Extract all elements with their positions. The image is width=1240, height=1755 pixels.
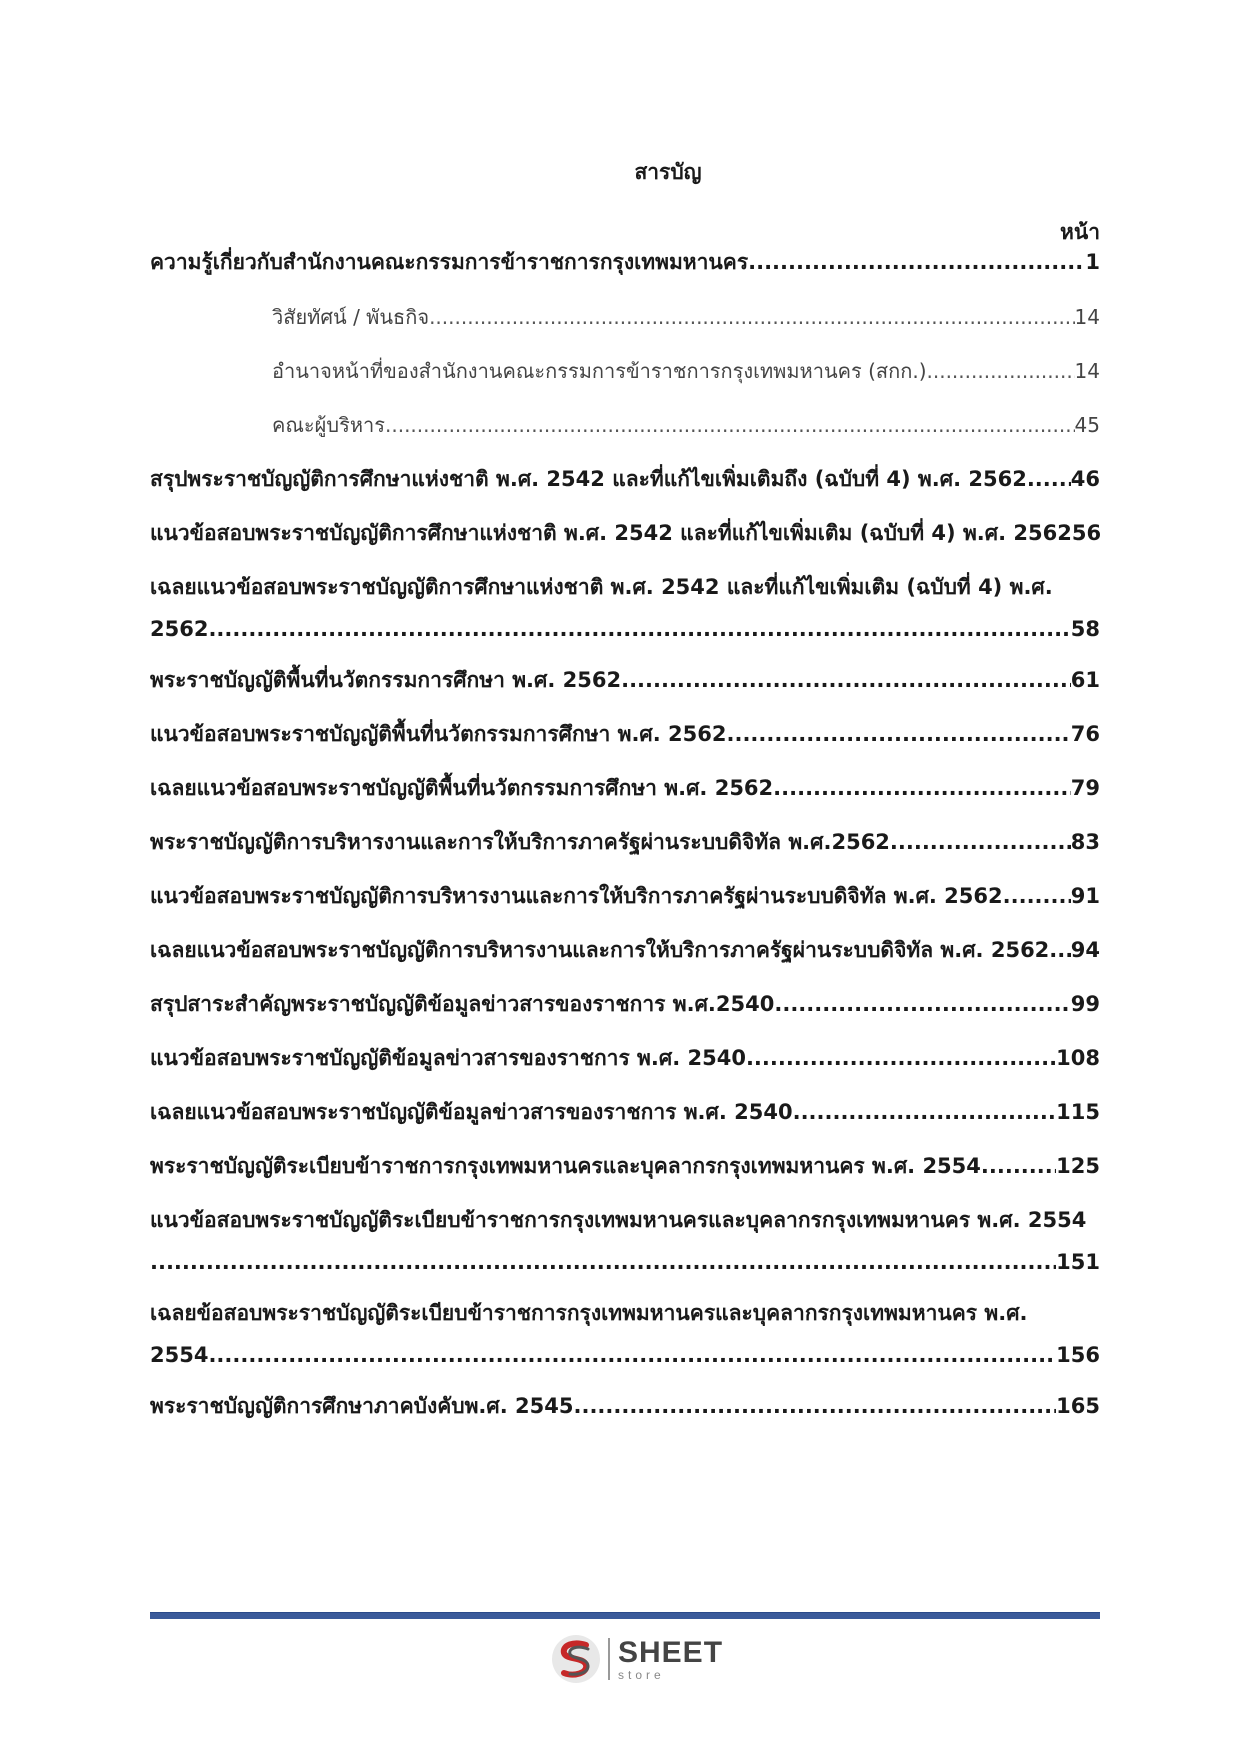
dot-leader — [1049, 929, 1070, 971]
page-title: สารบัญ — [634, 160, 702, 184]
toc-entry-page: 91 — [1070, 884, 1100, 908]
toc-entry-title-line1: เฉลยแนวข้อสอบพระราชบัญญัติการศึกษาแห่งชาติ พ.ศ. 2542 และที่แก้ไขเพิ่มเติม (ฉบับที่ 4) พ.ศ. — [150, 575, 1053, 599]
toc-entry-page: 108 — [1056, 1046, 1100, 1070]
toc-entry-page: 156 — [1056, 1343, 1100, 1367]
toc-entry-title: คณะผู้บริหาร — [272, 413, 385, 437]
logo-word: SHEET — [618, 1635, 724, 1669]
toc-entry-page: 151 — [1056, 1250, 1100, 1274]
toc-entry-title: เฉลยแนวข้อสอบพระราชบัญญัติการบริหารงานและการให้บริการภาครัฐผ่านระบบดิจิทัล พ.ศ. 2562 — [150, 938, 1050, 962]
toc-entry-title: เฉลยแนวข้อสอบพระราชบัญญัติข้อมูลข่าวสารของราชการ พ.ศ. 2540 — [150, 1100, 793, 1124]
logo-subtitle: store — [618, 1667, 665, 1682]
dot-leader — [773, 767, 1071, 809]
toc-entry[interactable] — [150, 983, 1100, 1025]
toc-entry-title: แนวข้อสอบพระราชบัญญัติข้อมูลข่าวสารของราชการ พ.ศ. 2540 — [150, 1046, 746, 1070]
toc-entry-title-line1: เฉลยข้อสอบพระราชบัญญัติระเบียบข้าราชการกรุงเทพมหานครและบุคลากรกรุงเทพมหานคร พ.ศ. — [150, 1301, 1028, 1325]
toc-entry-page: 14 — [1074, 359, 1100, 383]
toc-entry[interactable] — [150, 566, 1100, 650]
toc-entry-title: สรุปสาระสำคัญพระราชบัญญัติข้อมูลข่าวสารของราชการ พ.ศ.2540 — [150, 992, 775, 1016]
toc-entry[interactable] — [272, 404, 1100, 446]
dot-leader — [208, 1334, 1056, 1376]
toc-entry-page: 165 — [1056, 1394, 1100, 1418]
toc-entry-title: อำนาจหน้าที่ของสำนักงานคณะกรรมการข้าราชการกรุงเทพมหานคร (สกก.) — [272, 359, 927, 383]
dot-leader — [1027, 458, 1071, 500]
toc-entry[interactable] — [150, 713, 1100, 755]
sheetstore-logo — [550, 1633, 730, 1685]
sheetstore-s-logo-icon — [550, 1633, 602, 1685]
toc-entry[interactable] — [150, 512, 1100, 554]
toc-entry-title-line1: แนวข้อสอบพระราชบัญญัติระเบียบข้าราชการกรุงเทพมหานครและบุคลากรกรุงเทพมหานคร พ.ศ. 2554 — [150, 1208, 1087, 1232]
toc-entry-title: 2562 — [150, 617, 209, 641]
dot-leader — [927, 350, 1075, 392]
toc-entry[interactable] — [150, 821, 1100, 863]
dot-leader — [748, 241, 1085, 283]
toc-entry-page: 58 — [1070, 617, 1100, 641]
dot-leader — [793, 1091, 1057, 1133]
toc-entry[interactable] — [150, 1199, 1100, 1283]
toc-entry[interactable] — [150, 1292, 1100, 1376]
dot-leader — [746, 1037, 1056, 1079]
toc-entry-page: 1 — [1085, 250, 1100, 274]
footer-rule — [150, 1612, 1100, 1619]
toc-entry-title: พระราชบัญญัติการบริหารงานและการให้บริการภาครัฐผ่านระบบดิจิทัล พ.ศ.2562 — [150, 830, 890, 854]
dot-leader — [385, 404, 1075, 446]
toc-entry-title: ความรู้เกี่ยวกับสำนักงานคณะกรรมการข้าราชการกรุงเทพมหานคร — [150, 250, 749, 274]
dot-leader — [150, 1241, 1056, 1283]
toc-entry[interactable] — [150, 767, 1100, 809]
toc-entry-page: 79 — [1070, 776, 1100, 800]
toc-entry-title: สรุปพระราชบัญญัติการศึกษาแห่งชาติ พ.ศ. 2542 และที่แก้ไขเพิ่มเติมถึง (ฉบับที่ 4) พ.ศ. 2562 — [150, 467, 1027, 491]
toc-entry[interactable] — [150, 1145, 1100, 1187]
toc-entry-page: 94 — [1070, 938, 1100, 962]
toc-entry-title: แนวข้อสอบพระราชบัญญัติพื้นที่นวัตกรรมการศึกษา พ.ศ. 2562 — [150, 722, 727, 746]
toc-entry-page: 61 — [1070, 668, 1100, 692]
logo-text — [618, 1635, 724, 1682]
toc-entry-title: แนวข้อสอบพระราชบัญญัติการศึกษาแห่งชาติ พ.ศ. 2542 และที่แก้ไขเพิ่มเติม (ฉบับที่ 4) พ.ศ. 2562 — [150, 521, 1072, 545]
toc-entry-page: 83 — [1070, 830, 1100, 854]
toc-entry[interactable] — [150, 659, 1100, 701]
toc-entry[interactable] — [272, 296, 1100, 338]
dot-leader — [981, 1145, 1056, 1187]
toc-entry-title: เฉลยแนวข้อสอบพระราชบัญญัติพื้นที่นวัตกรรมการศึกษา พ.ศ. 2562 — [150, 776, 774, 800]
dot-leader — [573, 1385, 1056, 1427]
toc-entry-page: 125 — [1056, 1154, 1100, 1178]
toc-entry[interactable] — [150, 1091, 1100, 1133]
toc-entry-page: 56 — [1071, 521, 1102, 545]
toc-entry-title: พระราชบัญญัติพื้นที่นวัตกรรมการศึกษา พ.ศ. 2562 — [150, 668, 622, 692]
dot-leader — [890, 821, 1071, 863]
toc-entry-page: 14 — [1074, 305, 1100, 329]
toc-entry-page: 76 — [1070, 722, 1100, 746]
toc-entry[interactable] — [150, 1385, 1100, 1427]
toc-entry-title: แนวข้อสอบพระราชบัญญัติการบริหารงานและการให้บริการภาครัฐผ่านระบบดิจิทัล พ.ศ. 2562 — [150, 884, 1003, 908]
toc-entry-page: 45 — [1074, 413, 1100, 437]
toc-entry-page: 99 — [1070, 992, 1100, 1016]
toc-entry[interactable] — [150, 1037, 1100, 1079]
page-column-header: หน้า — [1060, 220, 1100, 244]
toc-entry-title: 2554 — [150, 1343, 209, 1367]
toc-entry[interactable] — [150, 929, 1100, 971]
logo-divider — [608, 1638, 610, 1680]
dot-leader — [208, 608, 1070, 650]
toc-entry-title: พระราชบัญญัติระเบียบข้าราชการกรุงเทพมหานครและบุคลากรกรุงเทพมหานคร พ.ศ. 2554 — [150, 1154, 981, 1178]
toc-entry[interactable] — [150, 458, 1100, 500]
toc-entry-title: พระราชบัญญัติการศึกษาภาคบังคับพ.ศ. 2545 — [150, 1394, 574, 1418]
dot-leader — [621, 659, 1071, 701]
dot-leader — [727, 713, 1071, 755]
toc-entry[interactable] — [272, 350, 1100, 392]
dot-leader — [774, 983, 1070, 1025]
toc-entry-page: 46 — [1070, 467, 1100, 491]
toc-entry[interactable] — [150, 241, 1100, 283]
toc-entry-page: 115 — [1056, 1100, 1100, 1124]
toc-entry[interactable] — [150, 875, 1100, 917]
dot-leader — [429, 296, 1074, 338]
dot-leader — [1003, 875, 1071, 917]
toc-entry-title: วิสัยทัศน์ / พันธกิจ — [272, 305, 430, 329]
